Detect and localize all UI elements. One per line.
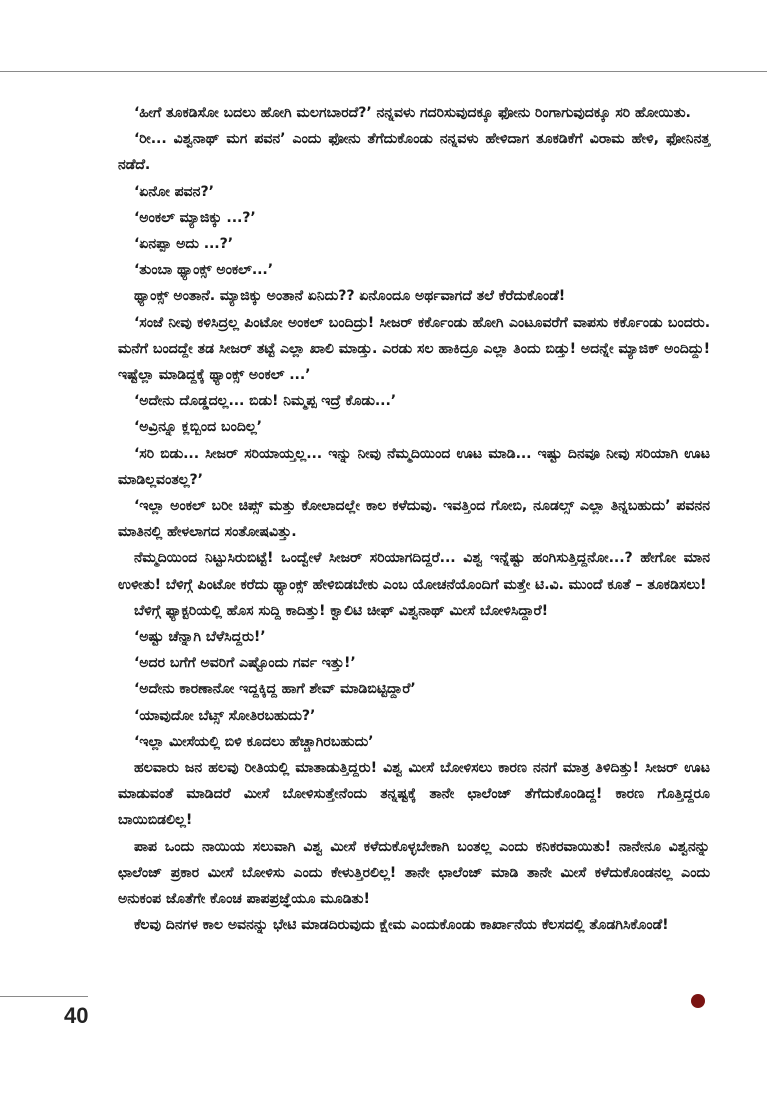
paragraph: ‘ಇಲ್ಲಾ ಅಂಕಲ್ ಬರೀ ಚಿಪ್ಸ್ ಮತ್ತು ಕೋಲಾದಲ್ಲೇ ಕಾಲ ಕಳೆದುವು. ಇವತ್ತಿಂದ ಗೋಬಿ, ನೂಡಲ್ಸ್ ಎಲ್ಲಾ ತಿನ್ನಬಹುದು’ ಪವನನ ಮಾತಿನಲ್ಲಿ ಹೇಳಲಾಗದ ಸಂತೋಷವಿತ್ತು.: [118, 498, 710, 541]
decorative-dot-icon: [691, 994, 705, 1008]
paragraph: ‘ಅಂಕಲ್ ಮ್ಯಾಜಿಕ್ಕು ...?’: [134, 209, 256, 226]
paragraph: ‘ಸರಿ ಬಿಡು... ಸೀಜರ್ ಸರಿಯಾಯ್ತಲ್ಲ... ಇನ್ನು ನೀವು ನೆಮ್ಮದಿಯಿಂದ ಊಟ ಮಾಡಿ... ಇಷ್ಟು ದಿನವೂ ನೀವು ಸರಿಯಾಗಿ ಊಟ ಮಾಡಿಲ್ಲವಂತಲ್ಲ?’: [118, 445, 710, 488]
paragraph: ನೆಮ್ಮದಿಯಿಂದ ನಿಟ್ಟುಸಿರುಬಿಟ್ಟೆ! ಒಂದ್ವೇಳೆ ಸೀಜರ್ ಸರಿಯಾಗದಿದ್ದರೆ... ವಿಶ್ವ ಇನ್ನೆಷ್ಟು ಹಂಗಿಸುತ್ತಿದ್ದನೋ...? ಹೇಗೋ ಮಾನ ಉಳೀತು! ಬೆಳಿಗ್ಗೆ ಪಿಂಟೋ ಕರೆದು ಥ್ಯಾಂಕ್ಸ್ ಹೇಳಿಬಿಡಬೇಕು ಎಂಬ ಯೋಚನೆಯೊಂದಿಗೆ ಮತ್ತೇ ಟಿ.ವಿ. ಮುಂದೆ ಕೂತೆ – ತೂಕಡಿಸಲು!: [118, 550, 710, 593]
paragraph: ‘ಇಲ್ಲಾ ಮೀಸೆಯಲ್ಲಿ ಬಿಳಿ ಕೂದಲು ಹೆಚ್ಚಾಗಿರಬಹುದು’: [134, 733, 374, 750]
paragraph: ‘ಅದೇನು ದೊಡ್ಡದಲ್ಲ... ಬಿಡು! ನಿಮ್ಮಪ್ಪ ಇದ್ರೆ ಕೊಡು...’: [134, 393, 397, 410]
paragraph: ‘ಏನೋ ಪವನ?’: [134, 183, 214, 200]
page-number: 40: [64, 1003, 89, 1028]
paragraph: ಪಾಪ ಒಂದು ನಾಯಿಯ ಸಲುವಾಗಿ ವಿಶ್ವ ಮೀಸೆ ಕಳೆದುಕೊಳ್ಳಬೇಕಾಗಿ ಬಂತಲ್ಲ ಎಂದು ಕನಿಕರವಾಯಿತು! ನಾನೇನೂ ವಿಶ್ವನನ್ನು ಛಾಲೆಂಜ್ ಪ್ರಕಾರ ಮೀಸೆ ಬೋಳಿಸು ಎಂದು ಕೇಳುತ್ತಿರಲಿಲ್ಲ! ತಾನೇ ಛಾಲೆಂಜ್ ಮಾಡಿ ತಾನೇ ಮೀಸೆ ಕಳೆದುಕೊಂಡನಲ್ಲ ಎಂದು ಅನುಕಂಪ ಜೊತೆಗೇ ಕೊಂಚ ಪಾಪಪ್ರಜ್ಞೆಯೂ ಮೂಡಿತು!: [118, 838, 710, 908]
paragraph: ಹಲವಾರು ಜನ ಹಲವು ರೀತಿಯಲ್ಲಿ ಮಾತಾಡುತ್ತಿದ್ದರು! ವಿಶ್ವ ಮೀಸೆ ಬೋಳಿಸಲು ಕಾರಣ ನನಗೆ ಮಾತ್ರ ತಿಳಿದಿತ್ತು! ಸೀಜರ್ ಊಟ ಮಾಡುವಂತೆ ಮಾಡಿದರೆ ಮೀಸೆ ಬೋಳಿಸುತ್ತೇನೆಂದು ತನ್ನಷ್ಟಕ್ಕೆ ತಾನೇ ಛಾಲೆಂಜ್ ತೆಗೆದುಕೊಂಡಿದ್ದ! ಕಾರಣ ಗೊತ್ತಿದ್ದರೂ ಬಾಯಿಬಿಡಲಿಲ್ಲ!: [118, 760, 710, 829]
paragraph: ‘ರೀ... ವಿಶ್ವನಾಥ್ ಮಗ ಪವನ’ ಎಂದು ಫೋನು ತೆಗೆದುಕೊಂಡು ನನ್ನವಳು ಹೇಳಿದಾಗ ತೂಕಡಿಕೆಗೆ ವಿರಾಮ ಹೇಳಿ, ಫೋನಿನತ್ತ ನಡೆದೆ.: [118, 131, 710, 174]
paragraph: ಕೆಲವು ದಿನಗಳ ಕಾಲ ಅವನನ್ನು ಭೇಟಿ ಮಾಡದಿರುವುದು ಕ್ಷೇಮ ಎಂದುಕೊಂಡು ಕಾರ್ಖಾನೆಯ ಕೆಲಸದಲ್ಲಿ ತೊಡಗಿಸಿಕೊಂಡೆ!: [134, 917, 669, 934]
paragraph: ‘ಏನಪ್ಪಾ ಅದು ...?’: [134, 236, 234, 253]
paragraph: ‘ಅದರ ಬಗೆಗೆ ಅವರಿಗೆ ಎಷ್ಟೊಂದು ಗರ್ವ ಇತ್ತು!’: [134, 655, 356, 672]
footer-divider: [0, 996, 88, 997]
paragraph: ‘ಅವ್ರಿನ್ನೂ ಕ್ಲಬ್ಬಿಂದ ಬಂದಿಲ್ಲ’: [134, 419, 262, 436]
paragraph: ‘ಅಷ್ಟು ಚೆನ್ನಾಗಿ ಬೆಳೆಸಿದ್ದರು!’: [134, 629, 266, 646]
paragraph: ಥ್ಯಾಂಕ್ಸ್ ಅಂತಾನೆ. ಮ್ಯಾಜಿಕ್ಕು ಅಂತಾನೆ ಏನಿದು?? ಏನೊಂದೂ ಅರ್ಥವಾಗದೆ ತಲೆ ಕೆರೆದುಕೊಂಡೆ!: [134, 288, 566, 305]
paragraph: ಬೆಳಿಗ್ಗೆ ಫ್ಯಾಕ್ಟರಿಯಲ್ಲಿ ಹೊಸ ಸುದ್ದಿ ಕಾದಿತ್ತು! ಕ್ವಾಲಿಟಿ ಚೀಫ್ ವಿಶ್ವನಾಥ್ ಮೀಸೆ ಬೋಳಿಸಿದ್ದಾರೆ!: [134, 602, 549, 619]
paragraph: ‘ಸಂಜೆ ನೀವು ಕಳಿಸಿದ್ರಲ್ಲ ಪಿಂಟೋ ಅಂಕಲ್ ಬಂದಿದ್ರು! ಸೀಜರ್ ಕರ್ಕೊಂಡು ಹೋಗಿ ಎಂಟೂವರೆಗೆ ವಾಪಸು ಕರ್ಕೊಂಡು ಬಂದರು. ಮನೆಗೆ ಬಂದದ್ದೇ ತಡ ಸೀಜರ್ ತಟ್ಟೆ ಎಲ್ಲಾ ಖಾಲಿ ಮಾಡ್ತು. ಎರಡು ಸಲ ಹಾಕಿದ್ರೂ ಎಲ್ಲಾ ತಿಂದು ಬಿಡ್ತು! ಅದನ್ನೇ ಮ್ಯಾಜಿಕ್ ಅಂದಿದ್ದು! ಇಷ್ಟೆಲ್ಲಾ ಮಾಡಿದ್ದಕ್ಕೆ ಥ್ಯಾಂಕ್ಸ್ ಅಂಕಲ್ ...’: [118, 314, 710, 384]
paragraph: ‘ಹೀಗೆ ತೂಕಡಿಸೋ ಬದಲು ಹೋಗಿ ಮಲಗಬಾರದೆ?’ ನನ್ನವಳು ಗದರಿಸುವುದಕ್ಕೂ ಫೋನು ರಿಂಗಾಗುವುದಕ್ಕೂ ಸರಿ ಹೋಯಿತು.: [134, 105, 691, 121]
story-text: [118, 100, 710, 939]
paragraph: ‘ಯಾವುದೋ ಬೆಟ್ಸ್ ಸೋತಿರಬಹುದು?’: [134, 707, 316, 724]
paragraph: ‘ಅದೇನು ಕಾರಣಾನೋ ಇದ್ದಕ್ಕಿದ್ದ ಹಾಗೆ ಶೇವ್ ಮಾಡಿಬಿಟ್ಟಿದ್ದಾರೆ’: [134, 681, 416, 698]
paragraph: ‘ತುಂಬಾ ಥ್ಯಾಂಕ್ಸ್ ಅಂಕಲ್...’: [134, 262, 274, 279]
header-divider: [0, 71, 767, 72]
